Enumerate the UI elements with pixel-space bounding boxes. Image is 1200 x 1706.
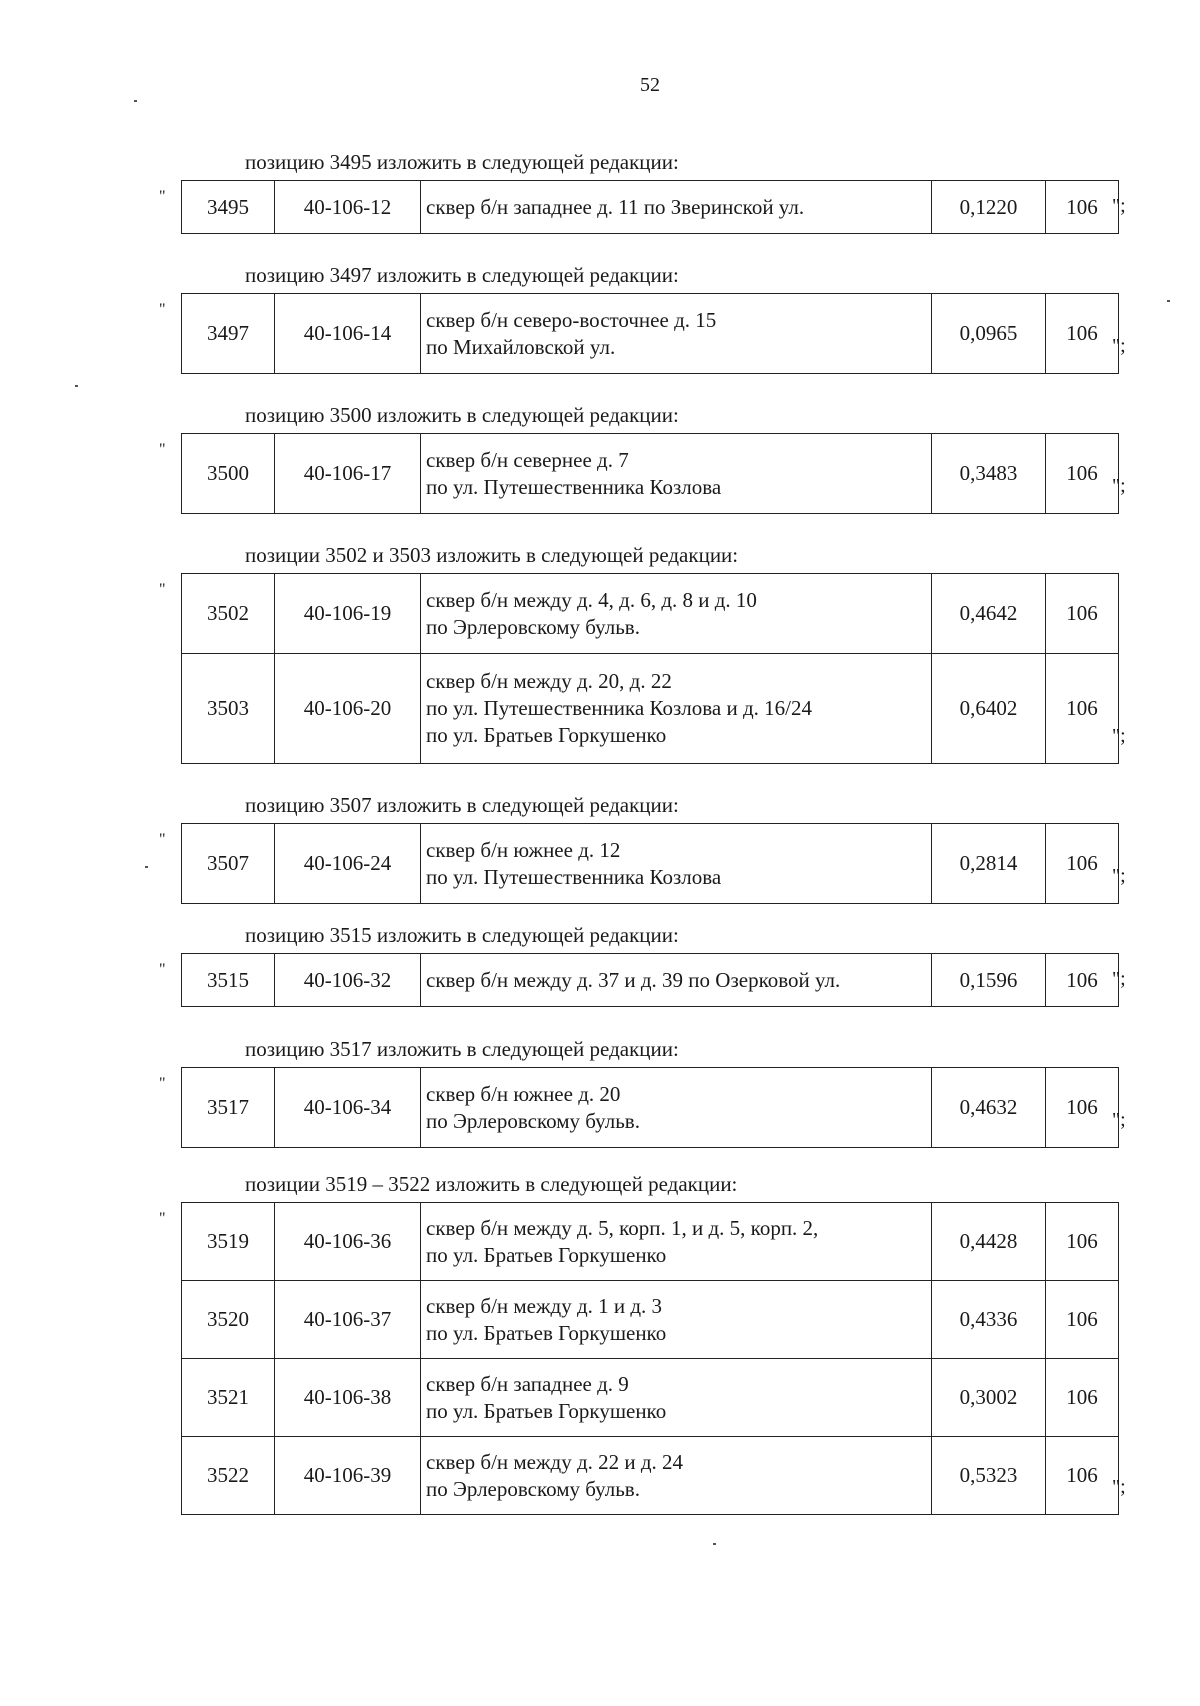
section-caption: позицию 3515 изложить в следующей редакции: (245, 923, 679, 947)
area-cell: 0,0965 (932, 294, 1046, 374)
description-line: сквер б/н северо-восточнее д. 15 (426, 307, 717, 332)
area-cell: 0,1220 (932, 181, 1046, 234)
opening-quote: " (159, 1075, 166, 1092)
description-line: сквер б/н между д. 5, корп. 1, и д. 5, корп. 2, (426, 1215, 819, 1240)
description-line: сквер б/н западнее д. 11 по Зверинской ул. (426, 194, 805, 219)
registry-table (181, 293, 1119, 374)
section-caption: позицию 3495 изложить в следующей редакции: (245, 150, 679, 174)
opening-quote: " (159, 581, 166, 598)
registry-code-cell: 40-106-20 (275, 654, 421, 764)
table-row (182, 1281, 1119, 1359)
table-row (182, 434, 1119, 514)
description-line: сквер б/н между д. 20, д. 22 (426, 669, 672, 693)
description-cell (421, 824, 932, 904)
closing-quote: "; (1112, 1109, 1126, 1131)
position-number-cell: 3495 (182, 181, 275, 234)
description-cell (421, 294, 932, 374)
area-cell: 0,6402 (932, 654, 1046, 764)
description-cell (421, 654, 932, 764)
opening-quote: " (159, 831, 166, 848)
position-number-cell: 3507 (182, 824, 275, 904)
position-number-cell: 3500 (182, 434, 275, 514)
registry-table (181, 180, 1119, 234)
table-row (182, 1359, 1119, 1437)
table-row (182, 181, 1119, 234)
area-cell: 0,4428 (932, 1203, 1046, 1281)
area-cell: 0,4336 (932, 1281, 1046, 1359)
description-cell (421, 1203, 932, 1281)
registry-table (181, 573, 1119, 764)
closing-quote: "; (1112, 725, 1126, 747)
table-row (182, 1437, 1119, 1515)
scan-speck (134, 100, 137, 102)
section-caption: позицию 3500 изложить в следующей редакции: (245, 403, 679, 427)
description-line: по ул. Путешественника Козлова (426, 864, 722, 889)
area-cell: 0,4632 (932, 1068, 1046, 1148)
description-line: по Эрлеровскому бульв. (426, 614, 640, 639)
closing-quote: "; (1112, 195, 1126, 217)
position-number-cell: 3521 (182, 1359, 275, 1437)
scan-speck (75, 385, 78, 387)
registry-code-cell: 40-106-39 (275, 1437, 421, 1515)
section-caption: позицию 3517 изложить в следующей редакции: (245, 1037, 679, 1061)
position-number-cell: 3517 (182, 1068, 275, 1148)
section-caption: позиции 3519 – 3522 изложить в следующей редакции: (245, 1172, 738, 1196)
registry-table (181, 953, 1119, 1007)
position-number-cell: 3520 (182, 1281, 275, 1359)
position-number-cell: 3503 (182, 654, 275, 764)
area-cell: 0,1596 (932, 954, 1046, 1007)
registry-code-cell: 40-106-14 (275, 294, 421, 374)
description-line: сквер б/н западнее д. 9 (426, 1371, 629, 1396)
description-cell (421, 181, 932, 234)
table-row (182, 1203, 1119, 1281)
table-row (182, 574, 1119, 654)
zone-cell: 106 (1046, 434, 1119, 514)
position-number-cell: 3522 (182, 1437, 275, 1515)
registry-table (181, 823, 1119, 904)
area-cell: 0,3002 (932, 1359, 1046, 1437)
description-line: по ул. Братьев Горкушенко (426, 1398, 667, 1423)
description-line: по ул. Братьев Горкушенко (426, 1242, 667, 1267)
area-cell: 0,2814 (932, 824, 1046, 904)
opening-quote: " (159, 1210, 166, 1227)
closing-quote: "; (1112, 1476, 1126, 1498)
description-line: по Михайловской ул. (426, 334, 616, 359)
closing-quote: "; (1112, 335, 1126, 357)
registry-code-cell: 40-106-17 (275, 434, 421, 514)
table-row (182, 654, 1119, 764)
opening-quote: " (159, 301, 166, 318)
zone-cell: 106 (1046, 1281, 1119, 1359)
area-cell: 0,4642 (932, 574, 1046, 654)
scan-speck (145, 866, 148, 868)
registry-code-cell: 40-106-32 (275, 954, 421, 1007)
zone-cell: 106 (1046, 954, 1119, 1007)
description-cell (421, 434, 932, 514)
description-line: по ул. Братьев Горкушенко (426, 723, 667, 747)
description-cell (421, 574, 932, 654)
zone-cell: 106 (1046, 181, 1119, 234)
zone-cell: 106 (1046, 824, 1119, 904)
description-cell (421, 1281, 932, 1359)
description-cell (421, 1437, 932, 1515)
description-cell (421, 1068, 932, 1148)
description-cell (421, 954, 932, 1007)
registry-code-cell: 40-106-19 (275, 574, 421, 654)
opening-quote: " (159, 441, 166, 458)
table-row (182, 294, 1119, 374)
page-number: 52 (640, 74, 660, 96)
description-line: сквер б/н южнее д. 20 (426, 1081, 621, 1106)
zone-cell: 106 (1046, 1068, 1119, 1148)
zone-cell: 106 (1046, 294, 1119, 374)
description-line: сквер б/н между д. 4, д. 6, д. 8 и д. 10 (426, 587, 757, 612)
position-number-cell: 3515 (182, 954, 275, 1007)
description-line: по ул. Путешественника Козлова (426, 474, 722, 499)
description-line: по Эрлеровскому бульв. (426, 1108, 640, 1133)
registry-code-cell: 40-106-38 (275, 1359, 421, 1437)
description-line: сквер б/н севернее д. 7 (426, 447, 629, 472)
position-number-cell: 3497 (182, 294, 275, 374)
table-row (182, 954, 1119, 1007)
description-line: сквер б/н между д. 37 и д. 39 по Озерковой ул. (426, 967, 841, 992)
description-line: сквер б/н между д. 1 и д. 3 (426, 1293, 663, 1318)
zone-cell: 106 (1046, 654, 1119, 764)
scan-speck (1167, 300, 1170, 302)
description-line: сквер б/н между д. 22 и д. 24 (426, 1449, 684, 1474)
zone-cell: 106 (1046, 574, 1119, 654)
table-row (182, 824, 1119, 904)
closing-quote: "; (1112, 475, 1126, 497)
section-caption: позицию 3507 изложить в следующей редакции: (245, 793, 679, 817)
opening-quote: " (159, 188, 166, 205)
registry-table (181, 1202, 1119, 1515)
zone-cell: 106 (1046, 1359, 1119, 1437)
registry-code-cell: 40-106-37 (275, 1281, 421, 1359)
registry-code-cell: 40-106-36 (275, 1203, 421, 1281)
description-line: по ул. Братьев Горкушенко (426, 1320, 667, 1345)
table-row (182, 1068, 1119, 1148)
section-caption: позицию 3497 изложить в следующей редакции: (245, 263, 679, 287)
description-cell (421, 1359, 932, 1437)
area-cell: 0,3483 (932, 434, 1046, 514)
description-line: сквер б/н южнее д. 12 (426, 837, 621, 862)
position-number-cell: 3502 (182, 574, 275, 654)
description-line: по ул. Путешественника Козлова и д. 16/24 (426, 696, 812, 720)
closing-quote: "; (1112, 968, 1126, 990)
area-cell: 0,5323 (932, 1437, 1046, 1515)
closing-quote: "; (1112, 865, 1126, 887)
zone-cell: 106 (1046, 1437, 1119, 1515)
scan-speck (713, 1543, 716, 1545)
registry-code-cell: 40-106-12 (275, 181, 421, 234)
opening-quote: " (159, 961, 166, 978)
position-number-cell: 3519 (182, 1203, 275, 1281)
zone-cell: 106 (1046, 1203, 1119, 1281)
registry-table (181, 433, 1119, 514)
registry-code-cell: 40-106-24 (275, 824, 421, 904)
section-caption: позиции 3502 и 3503 изложить в следующей редакции: (245, 543, 739, 567)
registry-code-cell: 40-106-34 (275, 1068, 421, 1148)
description-line: по Эрлеровскому бульв. (426, 1476, 640, 1501)
registry-table (181, 1067, 1119, 1148)
